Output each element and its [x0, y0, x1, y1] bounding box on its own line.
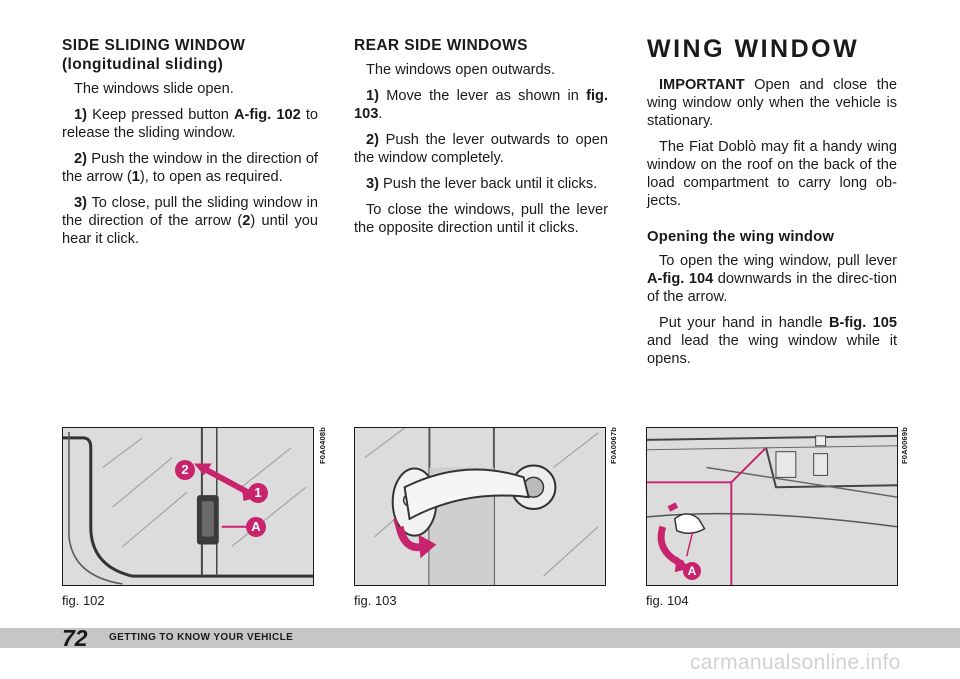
figure-code: F0A0408b	[318, 427, 327, 465]
paragraph-closing: To close the windows, pull the lever the opposite direction until it clicks.	[354, 202, 608, 236]
figure-caption: fig. 102	[62, 593, 105, 608]
figure-code: F0A0069b	[900, 427, 909, 465]
paragraph-handle: Put your hand in handle B-fig. 105 and lead the wing window while it opens.	[647, 315, 898, 367]
paragraph-step-3: 3) Push the lever back until it clicks.	[366, 176, 598, 192]
rear-window-lever-drawing	[355, 428, 605, 585]
section-heading-side-sliding-window: SIDE SLIDING WINDOW (longitudinal sliding)	[62, 37, 246, 73]
section-title: GETTING TO KNOW YOUR VEHICLE	[109, 632, 294, 643]
figure-caption: fig. 104	[646, 593, 689, 608]
sliding-window-drawing	[63, 428, 313, 585]
paragraph-step-1: 1) Keep pressed button A-fig. 102 to release the sliding window.	[62, 107, 319, 141]
figure-104-illustration	[646, 427, 898, 586]
section-heading-wing-window: WING WINDOW	[647, 35, 860, 63]
callout-label-a: A	[683, 562, 701, 580]
callout-label-1: 1	[248, 483, 268, 503]
paragraph-important: IMPORTANT Open and close the wing window only when the vehicle is stationary.	[647, 77, 897, 129]
column-side-sliding-window	[62, 36, 318, 248]
paragraph-step-2: 2) Push the lever outwards to open the window completely.	[354, 132, 608, 166]
figure-caption: fig. 103	[354, 593, 397, 608]
column-rear-side-windows	[354, 36, 608, 237]
paragraph-step-1: 1) Move the lever as shown in fig. 103.	[354, 88, 608, 122]
paragraph-fiat-doblo: The Fiat Doblò may fit a handy wing window on the roof on the back of the load compartment to carry long ob-jects.	[647, 139, 897, 209]
subheading-opening-wing-window: Opening the wing window	[647, 229, 835, 245]
section-heading-rear-side-windows: REAR SIDE WINDOWS	[354, 37, 528, 54]
page-number: 72	[62, 625, 88, 651]
paragraph-intro: The windows slide open.	[74, 81, 234, 97]
page-footer-bar	[0, 625, 960, 651]
paragraph-open-lever: To open the wing window, pull lever A-fig. 104 downwards in the direc-tion of the arrow.	[647, 253, 898, 305]
callout-label-a: A	[246, 517, 266, 537]
figure-102-illustration	[62, 427, 314, 586]
wing-window-lever-drawing	[647, 428, 897, 585]
callout-label-2: 2	[175, 460, 195, 480]
figure-code: F0A0067b	[609, 427, 618, 465]
paragraph-step-3: 3) To close, pull the sliding window in the direction of the arrow (2) until you hear it click.	[62, 195, 318, 247]
watermark: carmanualsonline.info	[690, 651, 901, 674]
paragraph-intro: The windows open outwards.	[366, 62, 556, 78]
figure-103-illustration	[354, 427, 606, 586]
column-wing-window	[647, 36, 897, 368]
paragraph-step-2: 2) Push the window in the direction of the arrow (1), to open as required.	[62, 151, 318, 185]
